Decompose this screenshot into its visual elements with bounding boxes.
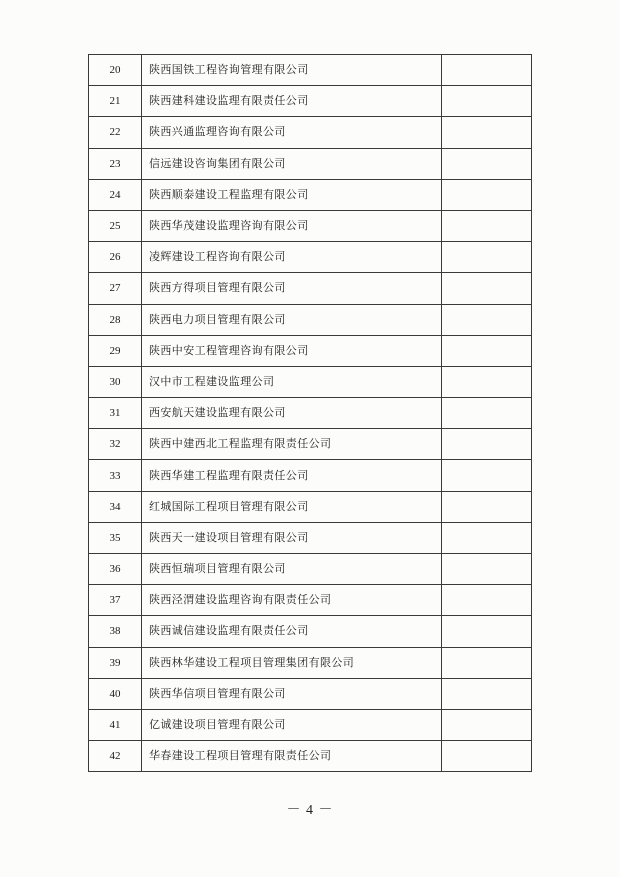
company-name-cell: 陕西天一建设项目管理有限公司 bbox=[142, 522, 442, 553]
remarks-cell bbox=[442, 273, 532, 304]
table-row bbox=[89, 678, 532, 709]
remarks-cell bbox=[442, 148, 532, 179]
company-name-cell: 陕西顺泰建设工程监理有限公司 bbox=[142, 179, 442, 210]
remarks-cell bbox=[442, 616, 532, 647]
remarks-cell bbox=[442, 242, 532, 273]
company-name-cell: 陕西建科建设监理有限责任公司 bbox=[142, 86, 442, 117]
table-row bbox=[89, 554, 532, 585]
remarks-cell bbox=[442, 304, 532, 335]
remarks-cell bbox=[442, 491, 532, 522]
company-name-cell: 陕西华信项目管理有限公司 bbox=[142, 678, 442, 709]
remarks-cell bbox=[442, 366, 532, 397]
company-name-cell: 陕西兴通监理咨询有限公司 bbox=[142, 117, 442, 148]
row-number-cell: 30 bbox=[89, 366, 142, 397]
remarks-cell bbox=[442, 460, 532, 491]
company-name-cell: 陕西泾渭建设监理咨询有限责任公司 bbox=[142, 585, 442, 616]
row-number-cell: 39 bbox=[89, 647, 142, 678]
company-name-cell: 陕西诚信建设监理有限责任公司 bbox=[142, 616, 442, 647]
row-number-cell: 26 bbox=[89, 242, 142, 273]
remarks-cell bbox=[442, 210, 532, 241]
company-name-cell: 陕西恒瑞项目管理有限公司 bbox=[142, 554, 442, 585]
company-name-cell: 汉中市工程建设监理公司 bbox=[142, 366, 442, 397]
table-row bbox=[89, 491, 532, 522]
company-name-cell: 华春建设工程项目管理有限责任公司 bbox=[142, 741, 442, 772]
row-number-cell: 35 bbox=[89, 522, 142, 553]
row-number-cell: 40 bbox=[89, 678, 142, 709]
table-row bbox=[89, 179, 532, 210]
company-name-cell: 红城国际工程项目管理有限公司 bbox=[142, 491, 442, 522]
table-row bbox=[89, 148, 532, 179]
row-number-cell: 32 bbox=[89, 429, 142, 460]
table-row bbox=[89, 366, 532, 397]
remarks-cell bbox=[442, 585, 532, 616]
table-row bbox=[89, 522, 532, 553]
table-row bbox=[89, 86, 532, 117]
company-name-cell: 信远建设咨询集团有限公司 bbox=[142, 148, 442, 179]
table-row bbox=[89, 460, 532, 491]
row-number-cell: 41 bbox=[89, 709, 142, 740]
company-name-cell: 陕西国铁工程咨询管理有限公司 bbox=[142, 55, 442, 86]
table-row bbox=[89, 273, 532, 304]
remarks-cell bbox=[442, 117, 532, 148]
company-name-cell: 陕西林华建设工程项目管理集团有限公司 bbox=[142, 647, 442, 678]
row-number-cell: 37 bbox=[89, 585, 142, 616]
row-number-cell: 22 bbox=[89, 117, 142, 148]
remarks-cell bbox=[442, 709, 532, 740]
company-name-cell: 陕西中安工程管理咨询有限公司 bbox=[142, 335, 442, 366]
row-number-cell: 34 bbox=[89, 491, 142, 522]
row-number-cell: 31 bbox=[89, 398, 142, 429]
table-row bbox=[89, 741, 532, 772]
remarks-cell bbox=[442, 398, 532, 429]
company-name-cell: 陕西华建工程监理有限责任公司 bbox=[142, 460, 442, 491]
table-row bbox=[89, 242, 532, 273]
remarks-cell bbox=[442, 86, 532, 117]
row-number-cell: 28 bbox=[89, 304, 142, 335]
company-name-cell: 亿诚建设项目管理有限公司 bbox=[142, 709, 442, 740]
table-row bbox=[89, 429, 532, 460]
company-name-cell: 陕西中建西北工程监理有限责任公司 bbox=[142, 429, 442, 460]
row-number-cell: 38 bbox=[89, 616, 142, 647]
table-row bbox=[89, 398, 532, 429]
table-row bbox=[89, 117, 532, 148]
row-number-cell: 42 bbox=[89, 741, 142, 772]
company-table bbox=[88, 54, 532, 772]
row-number-cell: 20 bbox=[89, 55, 142, 86]
table-row bbox=[89, 335, 532, 366]
row-number-cell: 29 bbox=[89, 335, 142, 366]
row-number-cell: 33 bbox=[89, 460, 142, 491]
row-number-cell: 21 bbox=[89, 86, 142, 117]
company-name-cell: 凌辉建设工程咨询有限公司 bbox=[142, 242, 442, 273]
table-row bbox=[89, 304, 532, 335]
remarks-cell bbox=[442, 522, 532, 553]
table-row bbox=[89, 616, 532, 647]
table-row bbox=[89, 647, 532, 678]
table-row bbox=[89, 709, 532, 740]
remarks-cell bbox=[442, 429, 532, 460]
remarks-cell bbox=[442, 179, 532, 210]
company-name-cell: 陕西华茂建设监理咨询有限公司 bbox=[142, 210, 442, 241]
remarks-cell bbox=[442, 647, 532, 678]
row-number-cell: 25 bbox=[89, 210, 142, 241]
remarks-cell bbox=[442, 335, 532, 366]
row-number-cell: 36 bbox=[89, 554, 142, 585]
company-name-cell: 陕西电力项目管理有限公司 bbox=[142, 304, 442, 335]
remarks-cell bbox=[442, 741, 532, 772]
table-row bbox=[89, 55, 532, 86]
row-number-cell: 27 bbox=[89, 273, 142, 304]
row-number-cell: 23 bbox=[89, 148, 142, 179]
page-number: － 4 － bbox=[286, 803, 334, 818]
table-row bbox=[89, 210, 532, 241]
remarks-cell bbox=[442, 554, 532, 585]
company-table-body bbox=[89, 55, 532, 772]
company-name-cell: 西安航天建设监理有限公司 bbox=[142, 398, 442, 429]
table-row bbox=[89, 585, 532, 616]
row-number-cell: 24 bbox=[89, 179, 142, 210]
company-name-cell: 陕西方得项目管理有限公司 bbox=[142, 273, 442, 304]
remarks-cell bbox=[442, 55, 532, 86]
remarks-cell bbox=[442, 678, 532, 709]
